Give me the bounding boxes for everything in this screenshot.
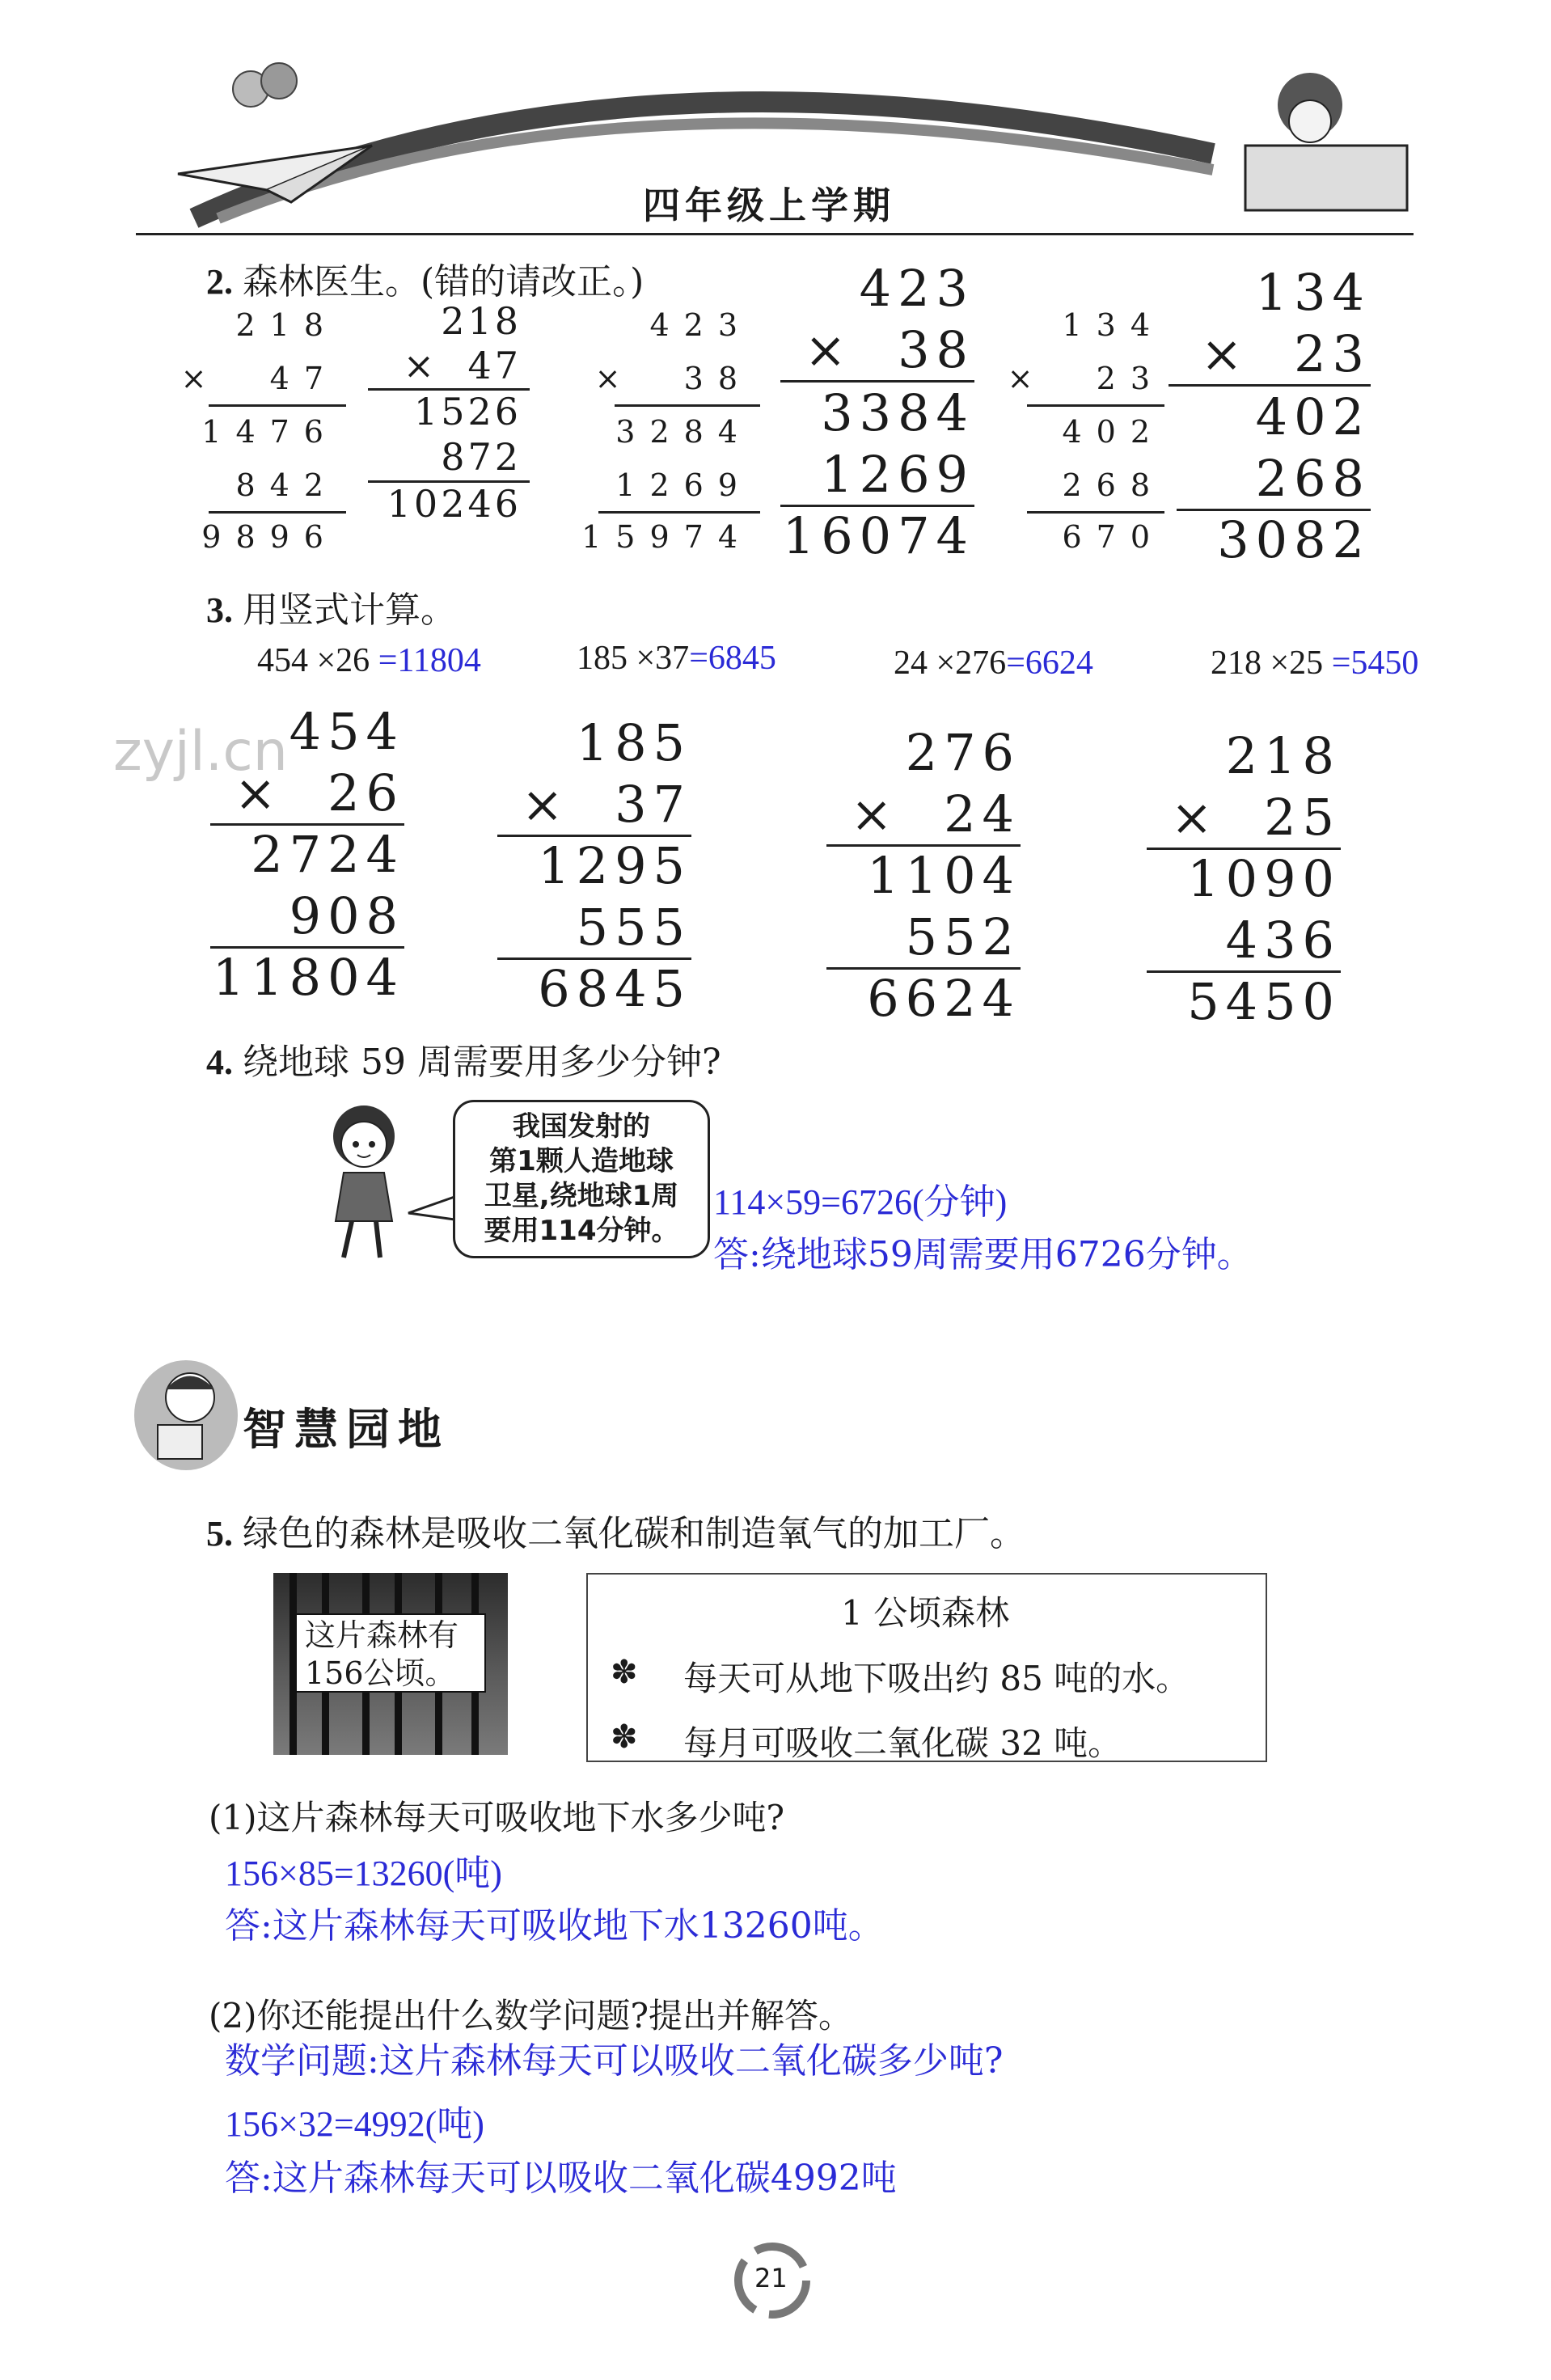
q4-answer: 答:绕地球59周需要用6726分钟。: [713, 1234, 1253, 1275]
q2-calc-fixed-3: 134 × 23 402 268 3082: [1177, 263, 1371, 570]
q5-sub1-answer: 答:这片森林每天可吸收地下水13260吨。: [225, 1905, 884, 1947]
q3-calc-3: 276 × 24 1104 552 6624: [826, 723, 1021, 1046]
flower-bullet-icon: ✽: [611, 1718, 638, 1756]
q2-calc-wrong-2: 423 × 38 3284 1269 15974: [606, 307, 752, 566]
q3-expr-1: 454 ×26 =11804: [257, 642, 481, 679]
q5-title: 5. 绿色的森林是吸收二氧化碳和制造氧气的加工厂。: [206, 1513, 1025, 1554]
header-rule: [136, 233, 1414, 235]
q2-title: 2. 森林医生。(错的请改正。): [206, 261, 644, 302]
q5-sub2-equation: 156×32=4992(吨): [225, 2104, 484, 2144]
info-box-title: 1 公顷森林: [841, 1593, 1010, 1633]
watermark: zyjl.cn: [113, 720, 288, 784]
q5-sub1-equation: 156×85=13260(吨): [225, 1854, 502, 1893]
flower-bullet-icon: ✽: [611, 1654, 638, 1691]
q5-sub2-question: (2)你还能提出什么数学问题?提出并解答。: [209, 1996, 853, 2035]
q3-expr-3: 24 ×276=6624: [894, 645, 1093, 682]
q3-calc-4: 218 × 25 1090 436 5450: [1147, 726, 1341, 1050]
q4-title: 4. 绕地球 59 周需要用多少分钟?: [206, 1042, 721, 1083]
info-fact-1: 每天可从地下吸出约 85 吨的水。: [683, 1659, 1190, 1698]
section-title: 智慧园地: [243, 1404, 450, 1455]
q3-expr-4: 218 ×25 =5450: [1211, 645, 1419, 682]
speech-bubble-text: 我国发射的 第1颗人造地球 卫星,绕地球1周 要用114分钟。: [484, 1110, 679, 1247]
q2-calc-wrong-3: 134 × 23 402 268 670: [1007, 307, 1164, 555]
q5-sub2-answer: 答:这片森林每天可以吸收二氧化碳4992吨: [225, 2158, 897, 2199]
q2-calc-fixed-2: 423 × 38 3384 1269 16074: [780, 259, 974, 566]
q3-expr-2: 185 ×37=6845: [577, 640, 776, 677]
q5-sub1-question: (1)这片森林每天可吸收地下水多少吨?: [209, 1798, 785, 1837]
forest-area-label: 这片森林有 156公顷。: [295, 1613, 486, 1693]
page-number: 21: [754, 2263, 788, 2293]
q2-calc-fixed-1: 218 × 47 1526 872 10246: [368, 299, 522, 542]
header-title: 四年级上学期: [643, 184, 895, 227]
q3-title: 3. 用竖式计算。: [206, 590, 456, 631]
q4-equation: 114×59=6726(分钟): [713, 1182, 1008, 1222]
q5-sub2-problem: 数学问题:这片森林每天可以吸收二氧化碳多少吨?: [225, 2040, 1004, 2082]
q3-calc-2: 185 × 37 1295 555 6845: [497, 713, 691, 1037]
girl-illustration: [307, 1100, 421, 1262]
info-fact-2: 每月可吸收二氧化碳 32 吨。: [683, 1723, 1122, 1763]
q2-calc-wrong-1: 218 × 47 1476 842 9896: [209, 307, 338, 566]
q3-calc-1: 454 × 26 2724 908 11804: [210, 702, 404, 1025]
boy-reading-icon: [129, 1351, 243, 1472]
